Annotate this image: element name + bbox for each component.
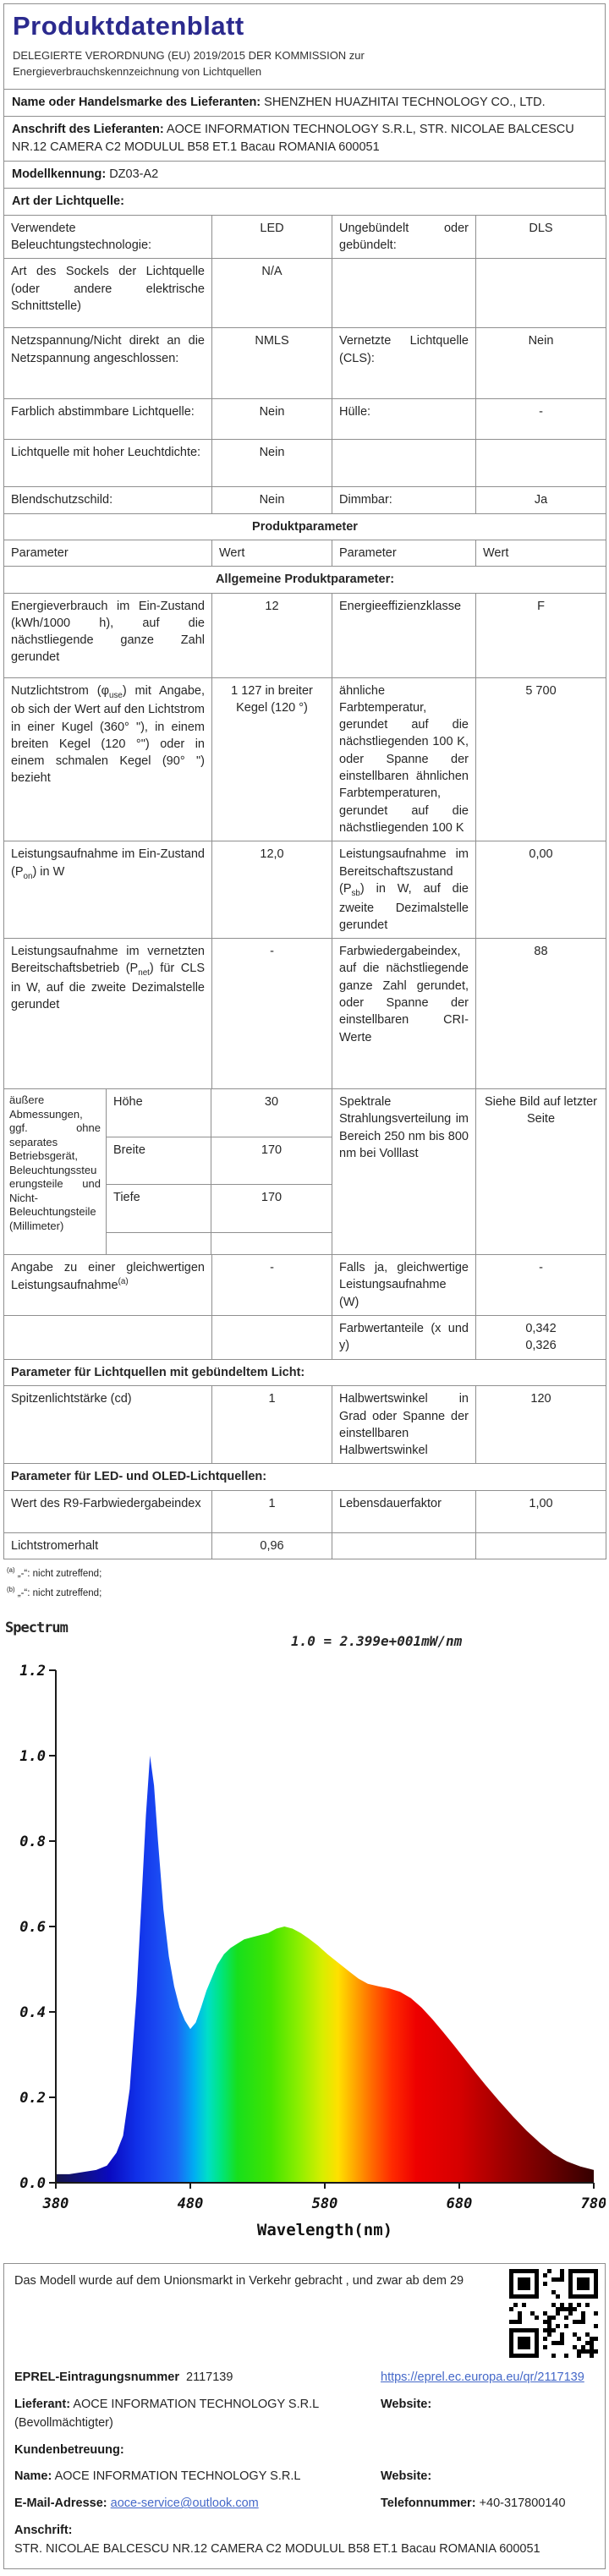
param-label: Angabe zu einer gleichwertigen Leistungsaufnahme$^{(a)}$ <box>4 1255 212 1316</box>
spectrum-plot <box>3 1658 606 2244</box>
market-placement-note: Das Modell wurde auf dem Unionsmarkt in Verkehr gebracht , und zwar ab dem 29 <box>14 2274 464 2288</box>
param-value: - <box>212 1255 332 1316</box>
param-value: LED <box>212 215 332 259</box>
table-row <box>4 399 606 440</box>
section-header-row <box>4 567 606 593</box>
footnote: $^{(a)}$ „-“: nicht zutreffend; <box>7 1566 102 1579</box>
y-tick-label: 0.4 <box>19 2004 46 2022</box>
param-label: Lichtquelle mit hoher Leuchtdichte: <box>4 440 212 487</box>
param-value: 88 <box>476 939 606 1089</box>
section-title: Parameter für LED- und OLED-Lichtquellen: <box>4 1464 606 1490</box>
param-label: Hülle: <box>332 399 476 440</box>
param-value: 1 127 in breiter Kegel (120 °) <box>212 677 332 841</box>
x-axis-title: Wavelength(nm) <box>256 2221 393 2240</box>
param-value: 120 <box>476 1386 606 1464</box>
column-header: Parameter <box>4 540 212 566</box>
qr-code <box>509 2269 598 2358</box>
eprel-row <box>14 2369 595 2387</box>
row-chromaticity <box>4 1315 606 1359</box>
param-value <box>476 440 606 487</box>
param-value: Nein <box>212 440 332 487</box>
param-value: N/A <box>212 259 332 328</box>
model-id-label: Modellkennung: <box>12 167 107 181</box>
column-header: Wert <box>476 540 606 566</box>
param-value <box>476 259 606 328</box>
supplier-address-value: AOCE INFORMATION TECHNOLOGY S.R.L, STR. NICOLAE BALCESCU NR.12 CAMERA C2 MODULUL B58 ET.1 Bacau ROMANIA 600051 <box>12 122 574 154</box>
supplier-row <box>14 2396 595 2433</box>
param-value: 5 700 <box>476 677 606 841</box>
email-field: E-Mail-Adresse: aoce-service@outlook.com <box>14 2497 259 2511</box>
param-value: - <box>212 939 332 1089</box>
address-block <box>14 2522 595 2559</box>
regulation-line-2: Energieverbrauchskennzeichnung von Lichtquellen <box>13 64 262 78</box>
empty-cell <box>212 1315 332 1359</box>
param-value: Siehe Bild auf letzter Seite <box>476 1089 606 1255</box>
y-tick-label: 0.2 <box>19 2090 46 2107</box>
table-row <box>4 259 606 328</box>
y-tick-label: 1.2 <box>19 1663 46 1680</box>
dimension-value: 170 <box>211 1137 332 1186</box>
supplier-address-label: Anschrift des Lieferanten: <box>12 122 164 136</box>
footnote: $^{(b)}$ „-“: nicht zutreffend; <box>7 1585 102 1598</box>
dimension-value: 30 <box>211 1089 332 1137</box>
column-header: Wert <box>212 540 332 566</box>
chart-title: Spectrum <box>5 1620 68 1637</box>
regulation-line-1: DELEGIERTE VERORDNUNG (EU) 2019/2015 DER KOMMISSION zur <box>13 49 365 62</box>
param-value: 1,00 <box>476 1490 606 1532</box>
param-value: 12,0 <box>212 841 332 939</box>
dimensions-cell <box>4 1089 332 1255</box>
y-tick-label: 0.6 <box>19 1919 46 1937</box>
dimensions-label: äußere Abmessungen, ggf. ohne separates Betriebsgerät, Beleuchtungssteuerungsteile und Nicht-Beleuchtungsteile (Millimeter) <box>9 1093 101 1232</box>
address-value: STR. NICOLAE BALCESCU NR.12 CAMERA C2 MODULUL B58 ET.1 Bacau ROMANIA 600051 <box>14 2541 540 2556</box>
dimension-value: 170 <box>211 1185 332 1233</box>
param-value: Nein <box>476 328 606 399</box>
param-value: NMLS <box>212 328 332 399</box>
chart-scale-note: 1.0 = 2.399e+001mW/nm <box>291 1633 463 1650</box>
param-label: Energieverbrauch im Ein-Zustand (kWh/1000 h), auf die nächstliegende ganze Zahl gerundet <box>4 593 212 677</box>
param-label: Farblich abstimmbare Lichtquelle: <box>4 399 212 440</box>
spectrum-curve <box>56 1756 594 2183</box>
spectrum-chart-header <box>3 1620 606 1658</box>
param-label: Art des Sockels der Lichtquelle (oder andere elektrische Schnittstelle) <box>4 259 212 328</box>
customer-care-name-row <box>14 2468 595 2486</box>
param-label: Spektrale Strahlungsverteilung im Bereich 250 nm bis 800 nm bei Volllast <box>332 1089 476 1255</box>
param-value <box>476 1532 606 1559</box>
email-link[interactable]: aoce-service@outlook.com <box>110 2497 259 2511</box>
supplier-name-value: SHENZHEN HUAZHITAI TECHNOLOGY CO., LTD. <box>264 95 546 109</box>
x-tick-label: 780 <box>580 2195 606 2213</box>
param-label: Nutzlichtstrom $(\varphi_{use})$ mit Angabe, ob sich der Wert auf den Lichtstrom in einer Kugel (360° "), in einem breiten Kegel (120 °") oder in einem schmalen Kegel (90° ") bezieht <box>4 677 212 841</box>
regulation-text <box>13 48 596 80</box>
footnotes <box>3 1559 606 1604</box>
x-tick-label: 680 <box>446 2195 473 2213</box>
registration-box <box>3 2263 606 2569</box>
section-header-row <box>4 513 606 540</box>
param-label: Leistungsaufnahme im Bereitschaftszustand $(P_{sb})$ in W, auf die zweite Dezimalstelle gerundet <box>332 841 476 939</box>
param-label: Halbwertswinkel in Grad oder Spanne der einstellbaren Halbwertswinkel <box>332 1386 476 1464</box>
x-tick-label: 580 <box>311 2195 338 2213</box>
row-peak-intensity <box>4 1386 606 1464</box>
param-label <box>332 1532 476 1559</box>
parameters-table <box>3 215 606 1559</box>
param-label: Ungebündelt oder gebündelt: <box>332 215 476 259</box>
customer-care-name: Name: AOCE INFORMATION TECHNOLOGY S.R.L <box>14 2469 301 2484</box>
dimension-name: Tiefe <box>106 1185 211 1233</box>
light-source-type-label: Art der Lichtquelle: <box>12 194 124 208</box>
param-label: Lebensdauerfaktor <box>332 1490 476 1532</box>
section-header-row <box>4 1359 606 1385</box>
supplier-info: Lieferant: AOCE INFORMATION TECHNOLOGY S.R.L (Bevollmächtigter) <box>14 2398 319 2430</box>
supplier-name-row <box>3 89 606 117</box>
website-label: Website: <box>381 2398 432 2412</box>
param-value: Nein <box>212 487 332 513</box>
param-label: ähnliche Farbtemperatur, gerundet auf die nächstliegenden 100 K, oder Spanne der einstellbaren ähnlichen Farbtemperaturen, gerundet auf die nächstliegenden 100 K <box>332 677 476 841</box>
param-label: Vernetzte Lichtquelle (CLS): <box>332 328 476 399</box>
param-label <box>332 440 476 487</box>
customer-care-label: Kundenbetreuung: <box>14 2442 124 2457</box>
dimension-name: Höhe <box>106 1089 211 1137</box>
param-label: Farbwertanteile (x und y) <box>332 1315 476 1359</box>
y-tick-label: 1.0 <box>19 1748 46 1766</box>
param-value: F <box>476 593 606 677</box>
x-tick-label: 480 <box>177 2195 204 2213</box>
empty-cell <box>4 1315 212 1359</box>
row-lumen-maintenance <box>4 1532 606 1559</box>
param-label: Verwendete Beleuchtungstechnologie: <box>4 215 212 259</box>
param-value: 0,96 <box>212 1532 332 1559</box>
eprel-link[interactable]: https://eprel.ec.europa.eu/qr/2117139 <box>381 2370 584 2385</box>
param-value: Ja <box>476 487 606 513</box>
param-value: 0,342 0,326 <box>476 1315 606 1359</box>
section-title: Produktparameter <box>4 513 606 540</box>
param-value: Nein <box>212 399 332 440</box>
param-value: 12 <box>212 593 332 677</box>
dimensions-filler <box>211 1233 332 1254</box>
param-value: DLS <box>476 215 606 259</box>
param-label: Blendschutzschild: <box>4 487 212 513</box>
phone-field: Telefonnummer: +40-317800140 <box>381 2497 566 2511</box>
row-r9-index <box>4 1490 606 1532</box>
eprel-number: EPREL-Eintragungsnummer 2117139 <box>14 2370 233 2385</box>
param-label: Netzspannung/Nicht direkt an die Netzspannung angeschlossen: <box>4 328 212 399</box>
param-label: Energieeffizienzklasse <box>332 593 476 677</box>
light-source-type-row <box>3 188 606 216</box>
row-power-on <box>4 841 606 939</box>
model-id-row <box>3 161 606 189</box>
param-value: - <box>476 1255 606 1316</box>
column-header: Parameter <box>332 540 476 566</box>
table-row <box>4 487 606 513</box>
param-label: Leistungsaufnahme im Ein-Zustand $(P_{on})$ in W <box>4 841 212 939</box>
param-label: Farbwiedergabeindex, auf die nächstliegende ganze Zahl gerundet, oder Spanne der einstellbaren CRI-Werte <box>332 939 476 1089</box>
address-label: Anschrift: <box>14 2523 73 2537</box>
section-header-row <box>4 1464 606 1490</box>
dimension-name: Breite <box>106 1137 211 1186</box>
supplier-address-row <box>3 116 606 162</box>
dimensions-filler <box>106 1233 211 1254</box>
spectrum-chart <box>3 1620 606 2248</box>
param-label: Wert des R9-Farbwiedergabeindex <box>4 1490 212 1532</box>
section-title: Allgemeine Produktparameter: <box>4 567 606 593</box>
param-label <box>332 259 476 328</box>
row-dimensions <box>4 1089 606 1255</box>
y-tick-label: 0.8 <box>19 1833 46 1851</box>
param-label: Falls ja, gleichwertige Leistungsaufnahme (W) <box>332 1255 476 1316</box>
row-power-networked <box>4 939 606 1089</box>
row-energy <box>4 593 606 677</box>
y-tick-label: 0.0 <box>19 2175 46 2193</box>
row-equivalent-power <box>4 1255 606 1316</box>
table-row <box>4 440 606 487</box>
column-header-row <box>4 540 606 566</box>
param-value: - <box>476 399 606 440</box>
website-label: Website: <box>381 2469 432 2484</box>
email-phone-row <box>14 2495 595 2513</box>
supplier-name-label: Name oder Handelsmarke des Lieferanten: <box>12 95 261 109</box>
model-id-value: DZ03-A2 <box>109 167 159 181</box>
table-row <box>4 328 606 399</box>
document-header <box>3 3 606 90</box>
param-value: 1 <box>212 1386 332 1464</box>
param-label: Dimmbar: <box>332 487 476 513</box>
page-title: Produktdatenblatt <box>13 11 244 41</box>
param-value: 0,00 <box>476 841 606 939</box>
param-label: Lichtstromerhalt <box>4 1532 212 1559</box>
param-value: 1 <box>212 1490 332 1532</box>
x-tick-label: 380 <box>42 2195 69 2213</box>
param-label: Spitzenlichtstärke (cd) <box>4 1386 212 1464</box>
table-row <box>4 215 606 259</box>
section-title: Parameter für Lichtquellen mit gebündeltem Licht: <box>4 1359 606 1385</box>
param-label: Leistungsaufnahme im vernetzten Bereitschaftsbetrieb $(P_{net})$ für CLS in W, auf die zweite Dezimalstelle gerundet <box>4 939 212 1089</box>
row-luminous-flux <box>4 677 606 841</box>
